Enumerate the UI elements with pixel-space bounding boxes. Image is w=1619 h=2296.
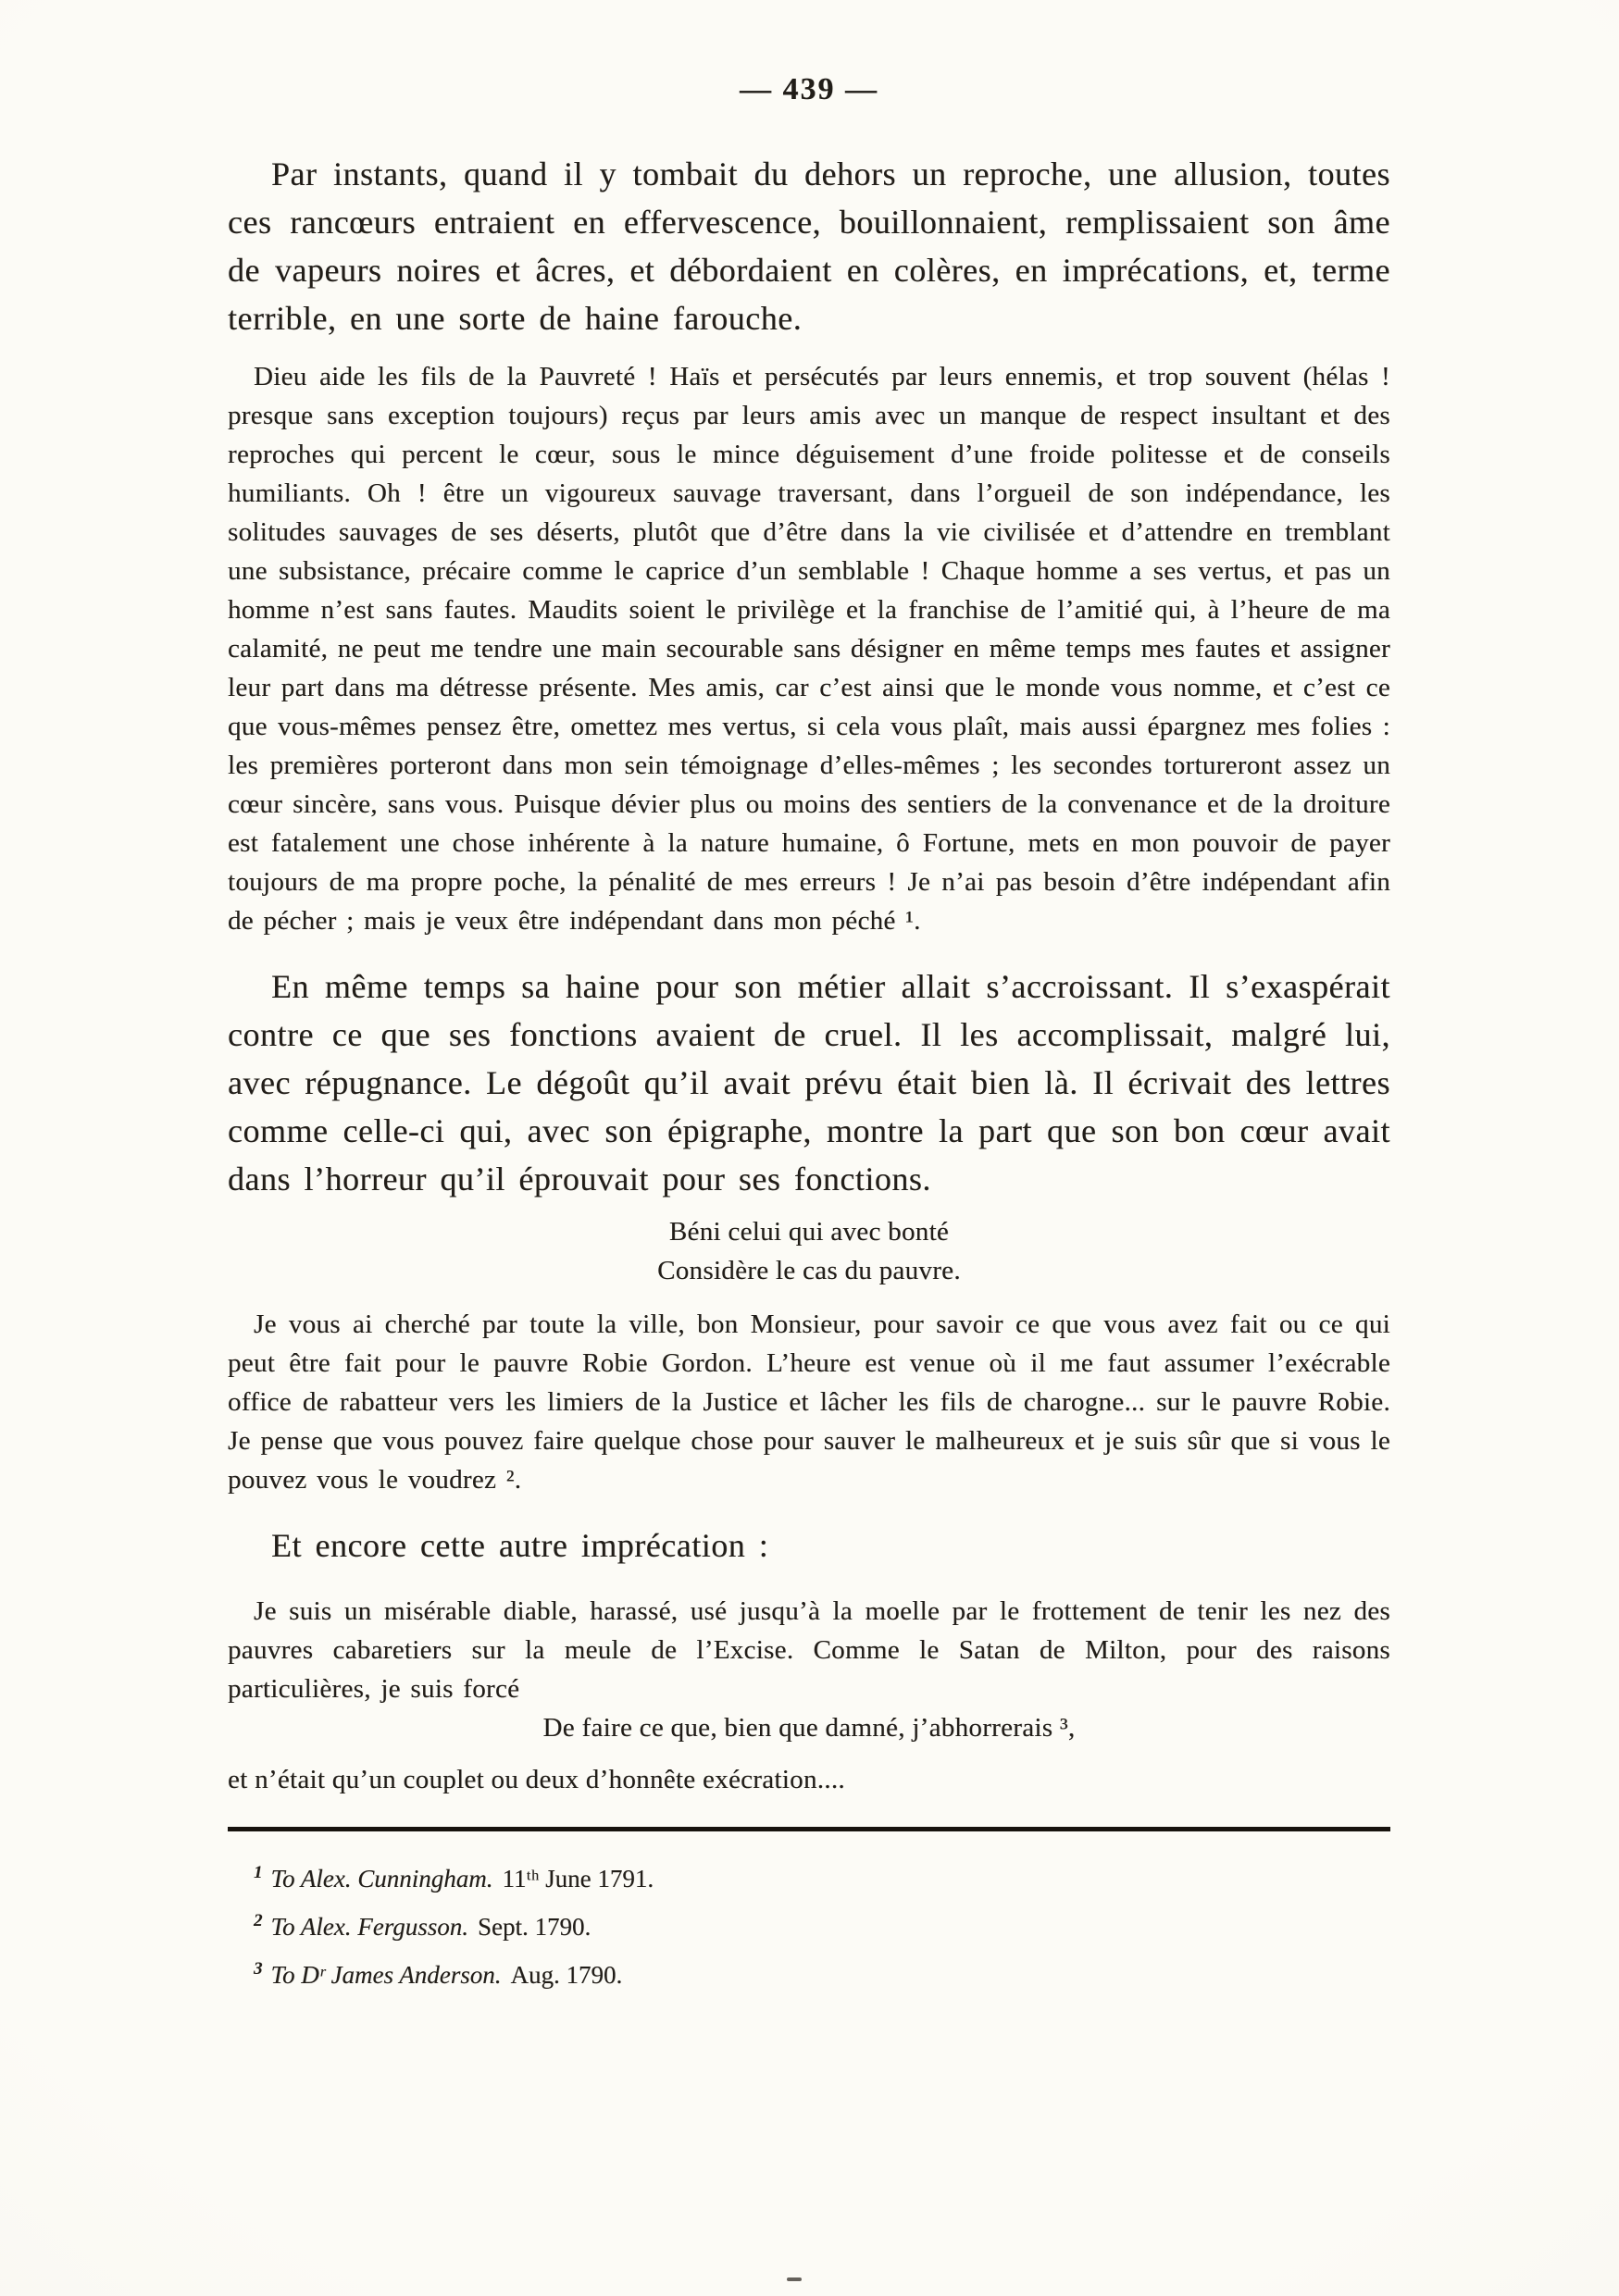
footnote-2-detail: Sept. 1790. [478,1913,592,1941]
footnote-rule [228,1827,1390,1831]
paragraph-narrative: En même temps sa haine pour son métier allait s’accroissant. Il s’exaspérait contre ce que ses fonctions avaient de cruel. Il les accomplissait, malgré lui, avec répugnance. Le dégoût qu’il avait prévu était bien là. Il écrivait des lettres comme celle-ci qui, avec son épigraphe, montre la part que son bon cœur avait dans l’horreur qu’il éprouvait pour ses fonctions. [228,968,1390,1198]
paragraph-letter-gordon: Je vous ai cherché par toute la ville, bon Monsieur, pour savoir ce que vous avez fait ou ce qui peut être fait pour le pauvre Robie Gordon. L’heure est venue où il me faut assumer l’exécrable office de rabatteur vers les limiers de la Justice et lâcher les fils de charogne... sur le pauvre Robie. Je pense que vous pouvez faire quelque chose pour sauver le malheureux et je suis sûr que si vous le pouvez vous le voudrez ². [228,1309,1390,1495]
footnote-1 [254,1852,1390,1900]
paragraph-opening: Par instants, quand il y tombait du dehors un reproche, une allusion, toutes ces rancœurs entraient en effervescence, bouillonnaient, remplissaient son âme de vapeurs noires et âcres, et débordaient en colères, en imprécations, et, terme terrible, en une sorte de haine farouche. [228,155,1390,337]
quoted-verse-line: De faire ce que, bien que damné, j’abhorrerais ³, [542,1713,1076,1743]
footnote-2-marker: 2 [254,1911,263,1930]
footnote-3-marker: 3 [254,1959,263,1979]
page-number: — 439 — [740,72,878,106]
footnote-2-source: To Alex. Fergusson. [270,1913,469,1941]
scan-artifact-dash [787,2277,802,2281]
footnote-3 [254,1948,1390,1996]
footnote-1-marker: 1 [254,1863,263,1882]
verse-line-1: Béni celui qui avec bonté [668,1217,950,1247]
footnote-3-source: To Dʳ James Anderson. [270,1961,502,1989]
footnote-1-detail: 11ᵗʰ June 1791. [502,1865,654,1893]
closing-line: et n’était qu’un couplet ou deux d’honnête exécration.... [228,1765,845,1794]
footnote-3-detail: Aug. 1790. [510,1961,623,1989]
footnote-2 [254,1900,1390,1948]
paragraph-letter-excise: Je suis un misérable diable, harassé, usé jusqu’à la moelle par le frottement de tenir les nez des pauvres cabaretiers sur la meule de l’Excise. Comme le Satan de Milton, pour des raisons particulières, je suis forcé [228,1596,1390,1704]
paragraph-quote-poverty: Dieu aide les fils de la Pauvreté ! Haïs et persécutés par leurs ennemis, et trop souvent (hélas ! presque sans exception toujours) reçus par leurs amis avec un manque de respect insultant et des reproches qui percent le cœur, sous le mince déguisement d’une froide politesse et de conseils humiliants. Oh ! être un vigoureux sauvage traversant, dans l’orgueil de son indépendance, les solitudes sauvages de ses déserts, plutôt que d’être dans la vie civilisée et d’attendre en tremblant une subsistance, précaire comme le caprice d’un semblable ! Chaque homme a ses vertus, et pas un homme n’est sans fautes. Maudits soient le privilège et la franchise de l’amitié qui, à l’heure de ma calamité, ne peut me tendre une main secourable sans désigner en même temps mes fautes et assigner leur part dans ma détresse présente. Mes amis, car c’est ainsi que le monde vous nomme, et c’est ce que vous-mêmes pensez être, omettez mes vertus, si cela vous plaît, mais aussi épargnez mes folies : les premières porteront dans mon sein témoignage d’elles-mêmes ; les secondes tortureront assez un cœur sincère, sans vous. Puisque dévier plus ou moins des sentiers de la convenance et de la droiture est fatalement une chose inhérente à la nature humaine, ô Fortune, mets en mon pouvoir de payer toujours de ma propre poche, la pénalité de mes erreurs ! Je n’ai pas besoin d’être indépendant afin de pécher ; mais je veux être indépendant dans mon péché ¹. [228,362,1390,936]
paragraph-transition: Et encore cette autre imprécation : [271,1527,769,1564]
verse-couplet [228,1212,1390,1290]
verse-line-2: Considère le cas du pauvre. [657,1256,961,1285]
footnote-1-source: To Alex. Cunningham. [270,1865,493,1893]
footnotes [228,1852,1390,1996]
